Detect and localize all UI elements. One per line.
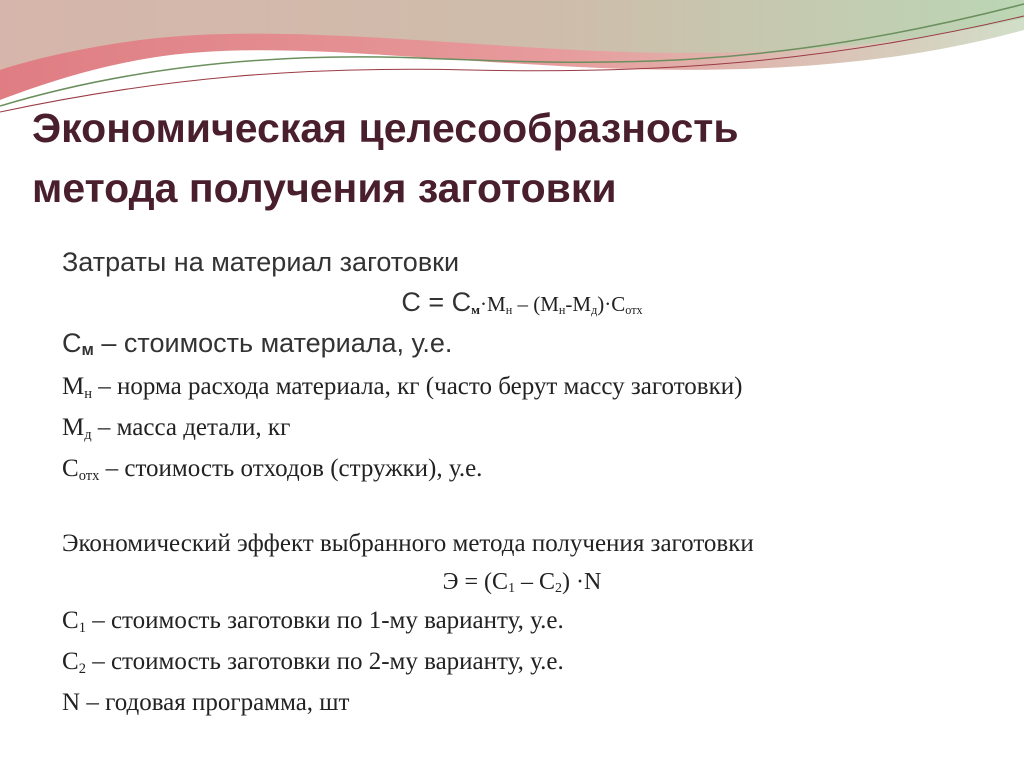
- section-spacer: [62, 489, 982, 523]
- formula-economic-effect: $Э = (С_1 - С_2) \cdot N$: [442, 569, 602, 597]
- title-line-1: Экономическая целесообразность: [32, 105, 739, 151]
- section-heading-material-cost: Затраты на материал заготовки: [62, 247, 460, 277]
- definition-cost-variant-1: $С_1$ – стоимость заготовки по 1-му варианту, у.е.: [62, 607, 564, 636]
- definition-material-price: См – стоимость материала, у.е.: [62, 328, 453, 360]
- definition-part-mass: $М_д$ – масса детали, кг: [62, 414, 291, 443]
- formula-material-cost: $С = См\cdot М_н - (М_н-М_д)\cdot С_{отх}$: [401, 287, 643, 318]
- definition-material-norm: $М_н$ – норма расхода материала, кг (часто берут массу заготовки): [62, 373, 743, 402]
- definition-waste-cost: $С_{отх}$ – стоимость отходов (стружки), у.е.: [62, 455, 483, 484]
- definition-cost-variant-2: $С_2$ – стоимость заготовки по 2-му варианту, у.е.: [62, 648, 564, 677]
- slide-body: [62, 232, 982, 723]
- title-line-2: метода получения заготовки: [32, 165, 617, 211]
- definition-annual-program: N – годовая программа, шт: [62, 689, 350, 716]
- section-heading-economic-effect: Экономический эффект выбранного метода получения заготовки: [62, 530, 754, 557]
- slide-title: [32, 98, 992, 218]
